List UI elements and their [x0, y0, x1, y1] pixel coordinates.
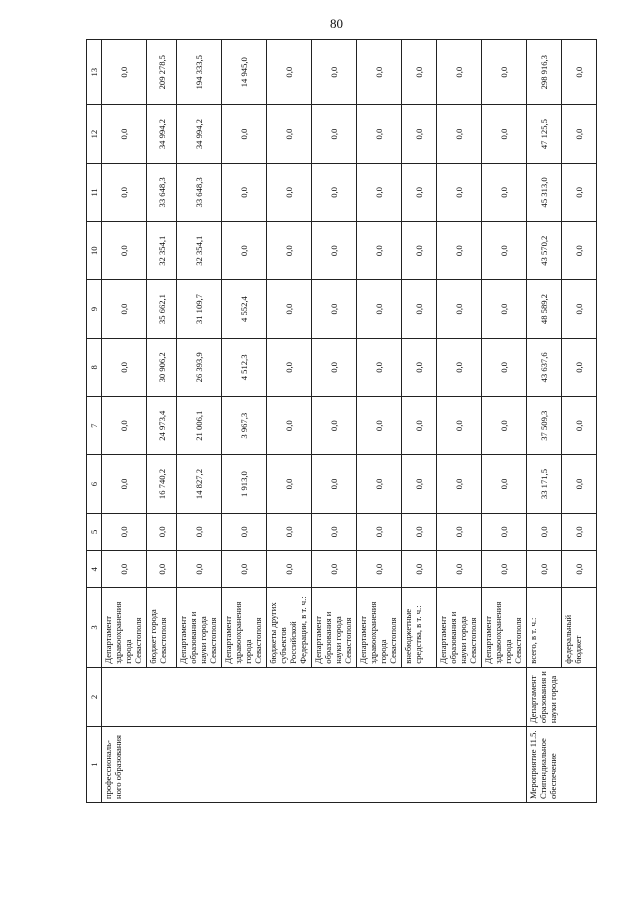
- header-cell: 13: [87, 40, 102, 105]
- value-cell: 0,0: [267, 40, 312, 105]
- value-cell: 0,0: [357, 222, 402, 280]
- value-cell: 26 393,9: [177, 338, 222, 396]
- value-cell: 0,0: [402, 40, 437, 105]
- value-cell: 0,0: [312, 397, 357, 455]
- value-cell: 0,0: [482, 222, 527, 280]
- value-cell: 0,0: [527, 513, 562, 550]
- value-cell: 33 171,5: [527, 455, 562, 513]
- header-cell: 6: [87, 455, 102, 513]
- executor-cell: Департамент образования и науки города: [527, 667, 597, 726]
- funding-source-cell: Департамент здравоохранения города Севастополя: [357, 588, 402, 667]
- value-cell: 0,0: [267, 455, 312, 513]
- value-cell: 0,0: [437, 163, 482, 221]
- header-cell: 7: [87, 397, 102, 455]
- value-cell: 32 354,1: [177, 222, 222, 280]
- value-cell: 0,0: [222, 551, 267, 588]
- header-cell: 1: [87, 727, 102, 803]
- executor-cell: [102, 667, 527, 726]
- value-cell: 0,0: [562, 163, 597, 221]
- value-cell: 0,0: [402, 397, 437, 455]
- value-cell: 0,0: [527, 551, 562, 588]
- value-cell: 194 333,5: [177, 40, 222, 105]
- value-cell: 0,0: [562, 551, 597, 588]
- value-cell: 0,0: [102, 280, 147, 338]
- value-cell: 0,0: [102, 551, 147, 588]
- value-cell: 0,0: [267, 338, 312, 396]
- value-cell: 0,0: [312, 280, 357, 338]
- value-cell: 14 827,2: [177, 455, 222, 513]
- value-cell: 0,0: [222, 513, 267, 550]
- page-number: 80: [330, 16, 343, 31]
- value-cell: 45 313,0: [527, 163, 562, 221]
- value-cell: 0,0: [267, 105, 312, 163]
- value-cell: 21 006,1: [177, 397, 222, 455]
- value-cell: 0,0: [267, 397, 312, 455]
- value-cell: 0,0: [357, 551, 402, 588]
- header-cell: 11: [87, 163, 102, 221]
- value-cell: 0,0: [437, 105, 482, 163]
- header-cell: 3: [87, 588, 102, 667]
- value-cell: 0,0: [312, 551, 357, 588]
- value-cell: 0,0: [102, 397, 147, 455]
- value-cell: 209 278,5: [147, 40, 177, 105]
- value-cell: 0,0: [482, 163, 527, 221]
- funding-source-cell: внебюджетные средства, в т. ч.:: [402, 588, 437, 667]
- value-cell: 0,0: [102, 163, 147, 221]
- funding-source-cell: бюджеты других субъектов Российской Федерации, в т. ч.:: [267, 588, 312, 667]
- header-cell: 8: [87, 338, 102, 396]
- value-cell: 0,0: [147, 513, 177, 550]
- value-cell: 0,0: [357, 105, 402, 163]
- value-cell: 0,0: [312, 163, 357, 221]
- value-cell: 0,0: [482, 280, 527, 338]
- header-cell: 12: [87, 105, 102, 163]
- value-cell: 0,0: [482, 105, 527, 163]
- value-cell: 0,0: [357, 163, 402, 221]
- budget-table: [86, 39, 597, 803]
- value-cell: 0,0: [482, 338, 527, 396]
- value-cell: 0,0: [357, 280, 402, 338]
- value-cell: 0,0: [437, 280, 482, 338]
- value-cell: 0,0: [562, 105, 597, 163]
- funding-source-cell: Департамент здравоохранения города Севастополя: [222, 588, 267, 667]
- value-cell: 0,0: [222, 105, 267, 163]
- value-cell: 0,0: [102, 222, 147, 280]
- value-cell: 0,0: [102, 338, 147, 396]
- value-cell: 0,0: [402, 551, 437, 588]
- funding-source-cell: Департамент образования и науки города Севастополя: [437, 588, 482, 667]
- value-cell: 16 740,2: [147, 455, 177, 513]
- value-cell: 0,0: [177, 551, 222, 588]
- value-cell: 0,0: [482, 455, 527, 513]
- value-cell: 0,0: [437, 338, 482, 396]
- value-cell: 0,0: [482, 40, 527, 105]
- value-cell: 0,0: [357, 455, 402, 513]
- value-cell: 0,0: [102, 513, 147, 550]
- value-cell: 35 662,1: [147, 280, 177, 338]
- value-cell: 0,0: [222, 222, 267, 280]
- value-cell: 0,0: [562, 40, 597, 105]
- value-cell: 0,0: [102, 40, 147, 105]
- value-cell: 0,0: [312, 513, 357, 550]
- value-cell: 0,0: [402, 513, 437, 550]
- value-cell: 0,0: [267, 163, 312, 221]
- value-cell: 48 589,2: [527, 280, 562, 338]
- value-cell: 0,0: [437, 222, 482, 280]
- value-cell: 0,0: [222, 163, 267, 221]
- value-cell: 0,0: [312, 222, 357, 280]
- funding-source-cell: Департамент образования и науки города Севастополя: [177, 588, 222, 667]
- value-cell: 34 994,2: [147, 105, 177, 163]
- value-cell: 298 916,3: [527, 40, 562, 105]
- value-cell: 47 125,5: [527, 105, 562, 163]
- value-cell: 43 570,2: [527, 222, 562, 280]
- value-cell: 4 512,3: [222, 338, 267, 396]
- value-cell: 0,0: [402, 163, 437, 221]
- value-cell: 0,0: [402, 222, 437, 280]
- value-cell: 0,0: [437, 513, 482, 550]
- funding-source-cell: бюджет города Севастополя: [147, 588, 177, 667]
- value-cell: 30 906,2: [147, 338, 177, 396]
- value-cell: 24 973,4: [147, 397, 177, 455]
- value-cell: 0,0: [102, 105, 147, 163]
- header-row: [87, 40, 102, 803]
- value-cell: 0,0: [312, 338, 357, 396]
- value-cell: 0,0: [437, 40, 482, 105]
- value-cell: 34 994,2: [177, 105, 222, 163]
- value-cell: 0,0: [402, 280, 437, 338]
- value-cell: 0,0: [437, 455, 482, 513]
- value-cell: 0,0: [147, 551, 177, 588]
- funding-source-cell: Департамент образования и науки города Севастополя: [312, 588, 357, 667]
- value-cell: 4 552,4: [222, 280, 267, 338]
- value-cell: 37 509,3: [527, 397, 562, 455]
- value-cell: 32 354,1: [147, 222, 177, 280]
- value-cell: 0,0: [357, 397, 402, 455]
- value-cell: 0,0: [562, 397, 597, 455]
- value-cell: 14 945,0: [222, 40, 267, 105]
- value-cell: 1 913,0: [222, 455, 267, 513]
- value-cell: 0,0: [482, 551, 527, 588]
- funding-source-cell: Департамент здравоохранения города Севастополя: [482, 588, 527, 667]
- value-cell: 0,0: [312, 40, 357, 105]
- value-cell: 0,0: [402, 338, 437, 396]
- value-cell: 31 109,7: [177, 280, 222, 338]
- value-cell: 43 637,6: [527, 338, 562, 396]
- value-cell: 0,0: [562, 222, 597, 280]
- value-cell: 0,0: [177, 513, 222, 550]
- value-cell: 0,0: [357, 40, 402, 105]
- value-cell: 0,0: [402, 105, 437, 163]
- funding-source-cell: Департамент здравоохранения города Севастополя: [102, 588, 147, 667]
- value-cell: 0,0: [437, 397, 482, 455]
- value-cell: 33 648,3: [177, 163, 222, 221]
- funding-source-cell: всего, в т. ч.:: [527, 588, 562, 667]
- activity-cell: Мероприятие 11.5. Стипендиальное обеспечение: [527, 727, 597, 803]
- value-cell: 0,0: [267, 513, 312, 550]
- value-cell: 33 648,3: [147, 163, 177, 221]
- value-cell: 0,0: [357, 513, 402, 550]
- header-cell: 4: [87, 551, 102, 588]
- value-cell: 0,0: [562, 455, 597, 513]
- value-cell: 3 967,3: [222, 397, 267, 455]
- value-cell: 0,0: [312, 105, 357, 163]
- rotated-page-area: [86, 39, 584, 803]
- table-row: [527, 40, 562, 803]
- value-cell: 0,0: [402, 455, 437, 513]
- value-cell: 0,0: [357, 338, 402, 396]
- value-cell: 0,0: [482, 397, 527, 455]
- value-cell: 0,0: [267, 222, 312, 280]
- table-wrapper: [86, 39, 584, 803]
- value-cell: 0,0: [267, 280, 312, 338]
- header-cell: 9: [87, 280, 102, 338]
- value-cell: 0,0: [482, 513, 527, 550]
- activity-cell: профессиональ-ного образования: [102, 727, 527, 803]
- value-cell: 0,0: [562, 280, 597, 338]
- value-cell: 0,0: [437, 551, 482, 588]
- value-cell: 0,0: [562, 338, 597, 396]
- table-row: [102, 40, 147, 803]
- value-cell: 0,0: [312, 455, 357, 513]
- header-cell: 2: [87, 667, 102, 726]
- value-cell: 0,0: [102, 455, 147, 513]
- value-cell: 0,0: [562, 513, 597, 550]
- value-cell: 0,0: [267, 551, 312, 588]
- header-cell: 10: [87, 222, 102, 280]
- header-cell: 5: [87, 513, 102, 550]
- funding-source-cell: федеральный бюджет: [562, 588, 597, 667]
